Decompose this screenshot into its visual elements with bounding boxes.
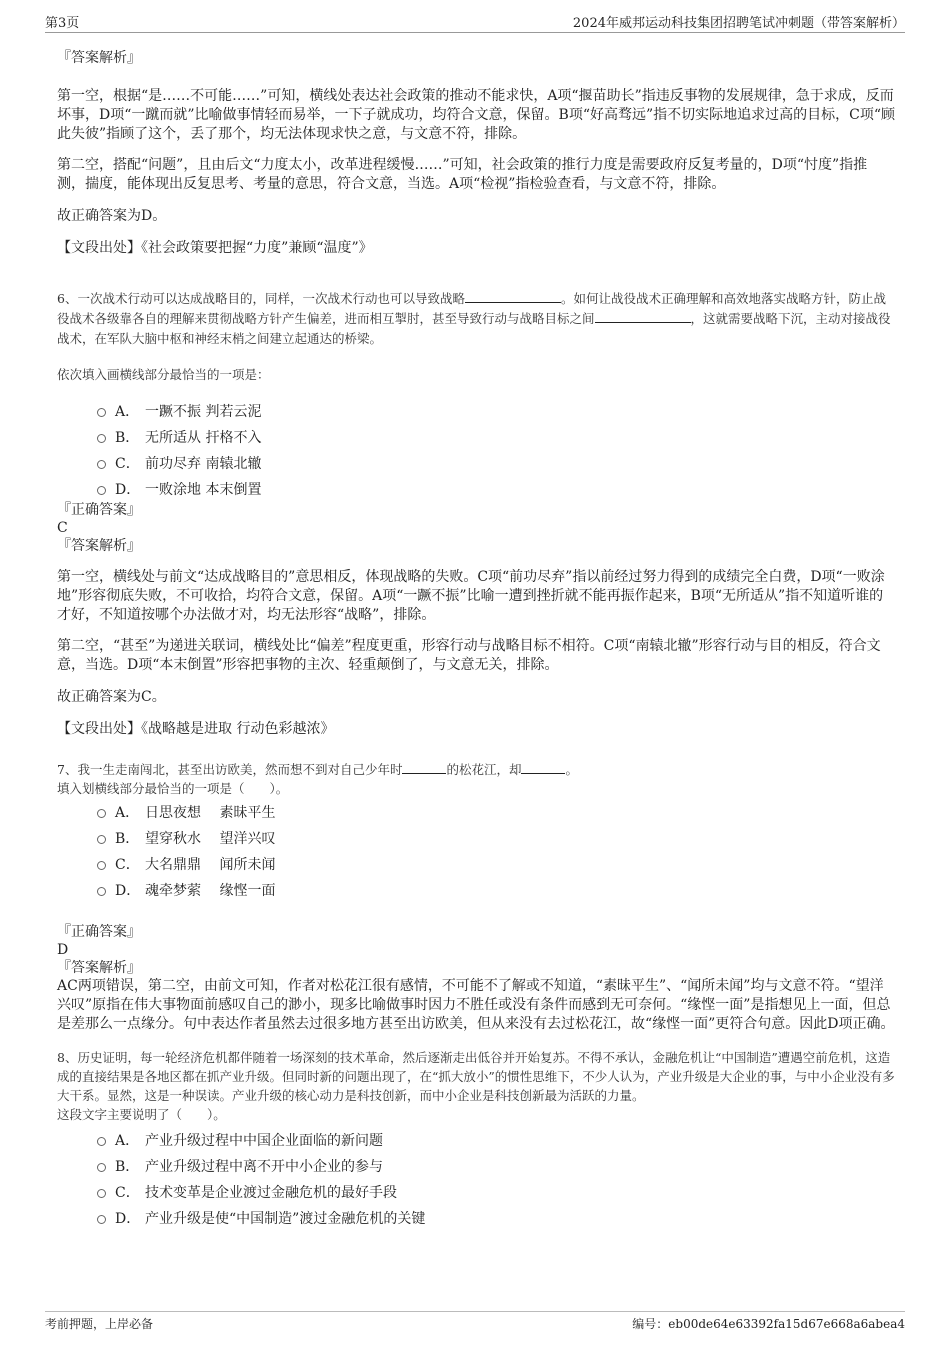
page-content [57, 40, 895, 1232]
option-c[interactable]: C． 前功尽弃 南辕北辙 [57, 451, 895, 477]
page-number: 第3页 [45, 16, 80, 31]
conclusion: 故正确答案为C。 [57, 689, 166, 705]
option-b[interactable]: B． 望穿秋水 望洋兴叹 [57, 826, 895, 852]
footer-slogan: 考前押题，上岸必备 [45, 1317, 154, 1331]
question-stem: 7、我一生走南闯北，甚至出访欧美，然而想不到对自己少年时 的松花江，却 。 [57, 762, 578, 777]
radio-icon[interactable] [97, 486, 106, 495]
radio-icon[interactable] [97, 460, 106, 469]
source-citation: 【文段出处】《社会政策要把握“力度”兼顾“温度”》 [57, 240, 373, 256]
option-a[interactable]: A． 一蹶不振 判若云泥 [57, 399, 895, 425]
question-stem: 8、历史证明，每一轮经济危机都伴随着一场深刻的技术革命，然后逐渐走出低谷并开始复苏。不得不承认，金融危机让“中国制造”遭遇空前危机，这造成的直接结果是各地区都在抓产业升级。但同时新的问题出现了，在“抓大放小”的惯性思维下，不少人认为，产业升级是大企业的事，与中小企业没有多大干系。显然，这是一种误读。产业升级的核心动力是科技创新，而中小企业是科技创新最为活跃的力量。 [57, 1050, 895, 1103]
option-c[interactable]: C． 技术变革是企业渡过金融危机的最好手段 [57, 1180, 895, 1206]
options-list [57, 800, 895, 904]
radio-icon[interactable] [97, 1137, 106, 1146]
option-a[interactable]: A． 产业升级过程中中国企业面临的新问题 [57, 1128, 895, 1154]
radio-icon[interactable] [97, 835, 106, 844]
option-b[interactable]: B． 产业升级过程中离不开中小企业的参与 [57, 1154, 895, 1180]
correct-answer-label: 『正确答案』 [57, 502, 141, 518]
correct-answer: D [57, 942, 69, 958]
fill-blank [595, 310, 691, 323]
radio-icon[interactable] [97, 861, 106, 870]
page-footer [45, 1311, 905, 1335]
stem-part: 6、一次战术行动可以达成战略目的，同样，一次战术行动也可以导致战略 [57, 291, 465, 306]
question-5-tail [57, 48, 895, 258]
correct-answer: C [57, 520, 68, 536]
stem-part: 。如何让战役战术正确理解和高效地落实战略方针，防止战役战术各级靠各自的理解来贯彻战略方针产生偏差，进而相互掣肘，甚至导致行动与战略目标之间 [57, 291, 886, 326]
analysis-label: 『答案解析』 [57, 50, 141, 66]
radio-icon[interactable] [97, 887, 106, 896]
question-stem [57, 289, 895, 349]
option-d[interactable]: D． 产业升级是使“中国制造”渡过金融危机的关键 [57, 1206, 895, 1232]
fill-blank [521, 761, 565, 774]
question-prompt: 填入划横线部分最恰当的一项是（ ）。 [57, 781, 289, 796]
radio-icon[interactable] [97, 408, 106, 417]
analysis-paragraph: 第二空，搭配“问题”，且由后文“力度太小，改革进程缓慢……”可知，社会政策的推行力度是需要政府反复考量的，D项“忖度”指推测，揣度，能体现出反复思考、考量的意思，符合文意，当选。A项“检视”指检验查看，与文意不符，排除。 [57, 157, 868, 192]
radio-icon[interactable] [97, 434, 106, 443]
question-7 [57, 760, 895, 1034]
question-8 [57, 1048, 895, 1232]
radio-icon[interactable] [97, 809, 106, 818]
conclusion: 故正确答案为D。 [57, 208, 167, 224]
analysis-label: 『答案解析』 [57, 538, 141, 554]
radio-icon[interactable] [97, 1215, 106, 1224]
question-prompt: 这段文字主要说明了（ ）。 [57, 1107, 226, 1122]
document-code: 编号：eb00de64e63392fa15d67e668a6abea4 [632, 1317, 905, 1331]
document-title: 2024年威邦运动科技集团招聘笔试冲刺题（带答案解析） [572, 16, 905, 31]
fill-blank [465, 290, 561, 303]
correct-answer-label: 『正确答案』 [57, 924, 141, 940]
source-citation: 【文段出处】《战略越是进取 行动色彩越浓》 [57, 721, 335, 737]
option-a[interactable]: A． 日思夜想 素昧平生 [57, 800, 895, 826]
option-d[interactable]: D． 一败涂地 本末倒置 [57, 477, 895, 503]
analysis-paragraph: 第一空，横线处与前文“达成战略目的”意思相反，体现战略的失败。C项“前功尽弃”指以前经过努力得到的成绩完全白费，D项“一败涂地”形容彻底失败，不可收拾，均符合文意，保留。A项“一蹶不振”比喻一遭到挫折就不能再振作起来，B项“无所适从”指不知道听谁的才好，不知道按哪个办法做才对，均无法形容“战略”，排除。 [57, 569, 885, 623]
analysis-paragraph: AC两项错误，第二空，由前文可知，作者对松花江很有感情，不可能不了解或不知道，“素昧平生”、“闻所未闻”均与文意不符。“望洋兴叹”原指在伟大事物面前感叹自己的渺小，现多比喻做事时因力不胜任或没有条件而感到无可奈何。“缘悭一面”是指想见上一面，但总是差那么一点缘分。句中表达作者虽然去过很多地方甚至出访欧美，但从来没有去过松花江，故“缘悭一面”更符合句意。因此D项正确。 [57, 978, 895, 1032]
stem-part: ，这就需要战略下沉，主动对接战役战术，在军队大脑中枢和神经末梢之间建立起通达的桥梁。 [57, 311, 891, 346]
question-prompt: 依次填入画横线部分最恰当的一项是： [57, 367, 270, 382]
analysis-label: 『答案解析』 [57, 960, 141, 976]
option-b[interactable]: B． 无所适从 扞格不入 [57, 425, 895, 451]
page-header [45, 12, 905, 33]
analysis-paragraph: 第二空，“甚至”为递进关联词，横线处比“偏差”程度更重，形容行动与战略目标不相符。C项“南辕北辙”形容行动与目的相反，符合文意，当选。D项“本末倒置”形容把事物的主次、轻重颠倒了，与文意无关，排除。 [57, 638, 881, 673]
options-list [57, 1128, 895, 1232]
question-6 [57, 289, 895, 739]
radio-icon[interactable] [97, 1163, 106, 1172]
options-list [57, 399, 895, 503]
option-c[interactable]: C． 大名鼎鼎 闻所未闻 [57, 852, 895, 878]
analysis-paragraph: 第一空，根据“是……不可能……”可知，横线处表达社会政策的推动不能求快，A项“揠苗助长”指违反事物的发展规律，急于求成，反而坏事，D项“一蹴而就”比喻做事情轻而易举，一下子就成功，均符合文意，保留。B项“好高骛远”指不切实际地追求过高的目标，C项“顾此失彼”指顾了这个，丢了那个，均无法体现求快之意，与文意不符，排除。 [57, 88, 896, 142]
fill-blank [402, 761, 446, 774]
radio-icon[interactable] [97, 1189, 106, 1198]
option-d[interactable]: D． 魂牵梦萦 缘悭一面 [57, 878, 895, 904]
